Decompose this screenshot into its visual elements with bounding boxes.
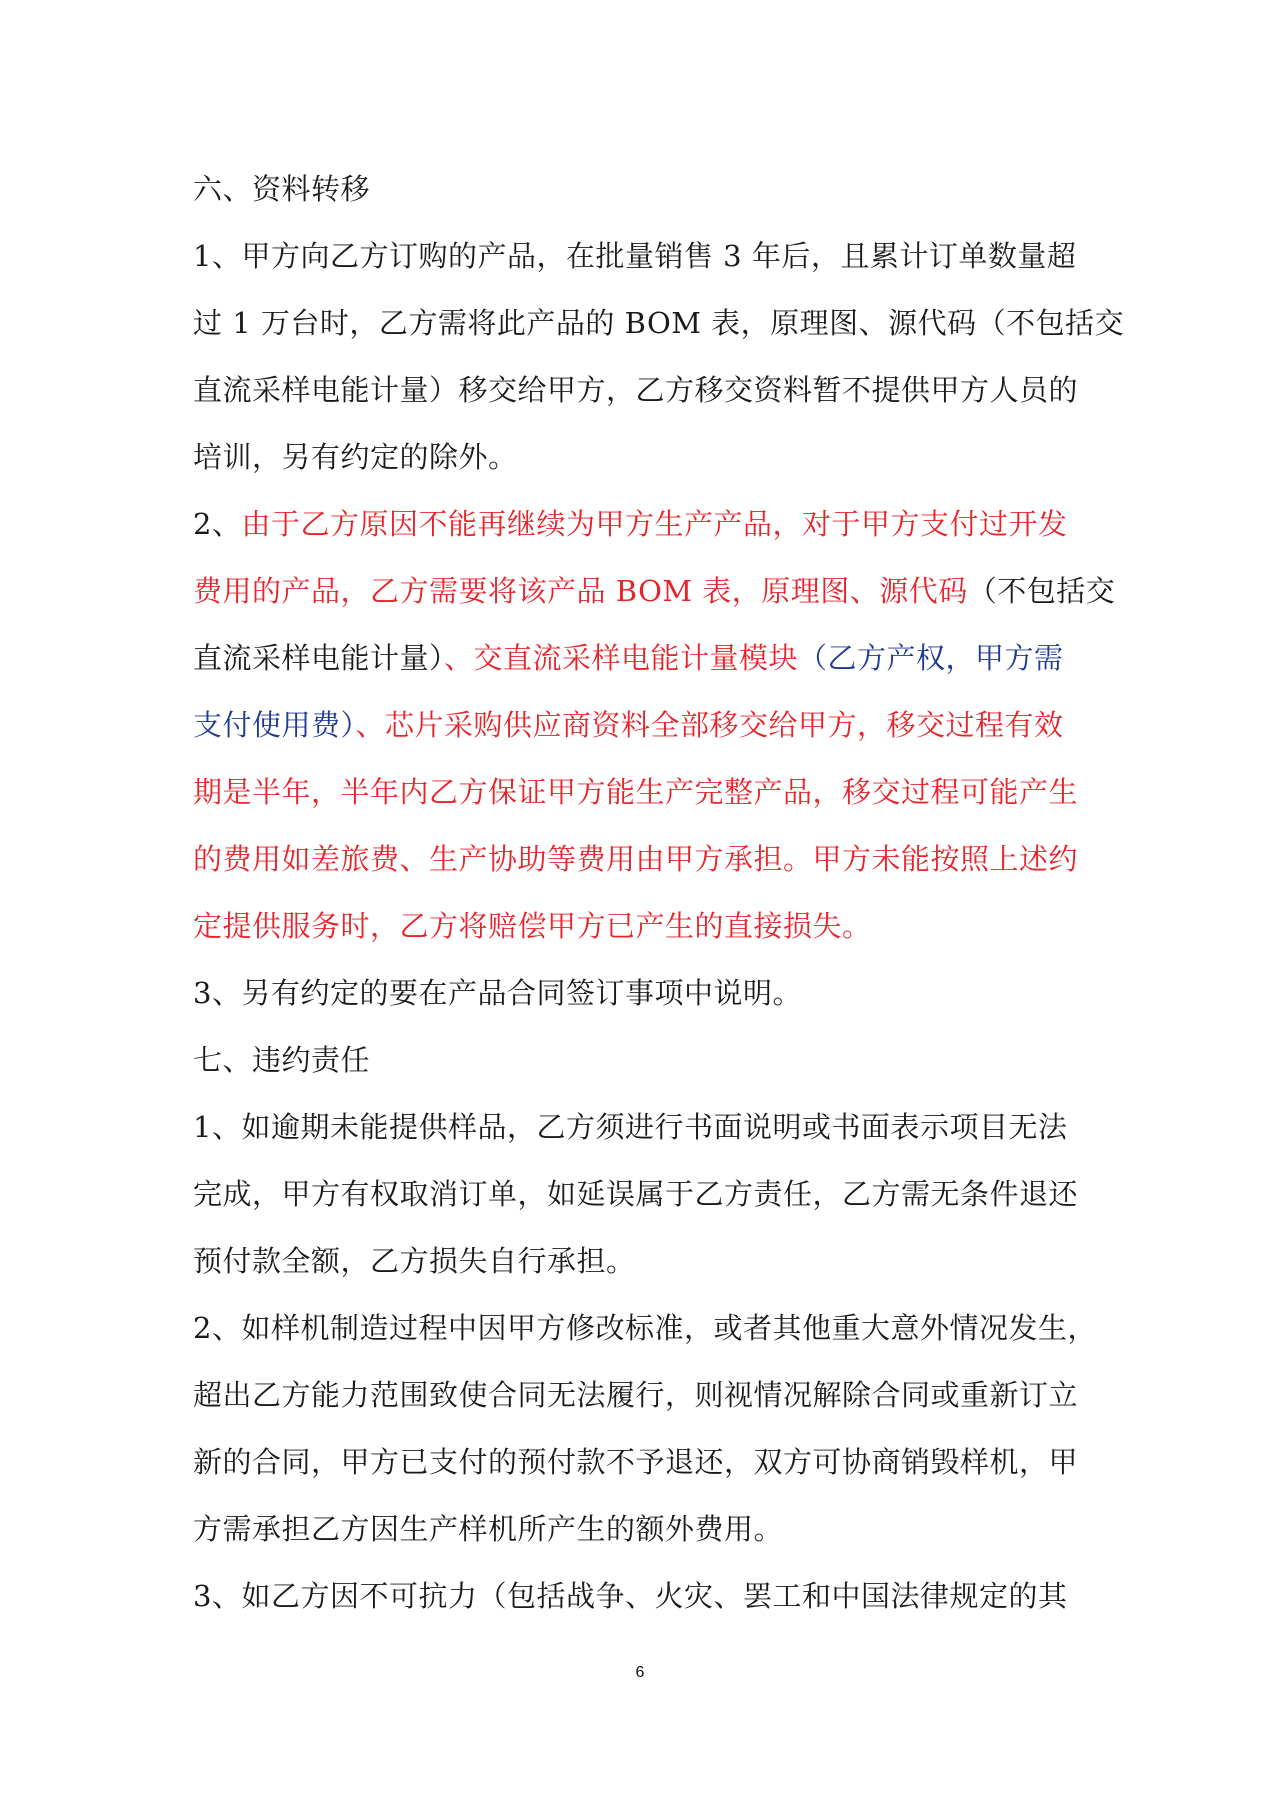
- page-number: 6: [635, 1664, 645, 1681]
- text-line: [193, 1429, 1093, 1496]
- text-line: [193, 625, 1093, 692]
- text-line: [193, 558, 1116, 625]
- text-line: [193, 223, 1093, 290]
- text-segment: 3、如乙方因不可抗力（包括战争、火灾、罢工和中国法律规定的其: [193, 1579, 1068, 1613]
- text-segment: 的费用如差旅费、生产协助等费用由甲方承担。甲方未能按照上述约: [193, 842, 1079, 876]
- text-segment: 2、: [193, 507, 242, 541]
- text-segment: （乙方产权，甲方需: [798, 641, 1064, 675]
- text-line: [193, 156, 1093, 223]
- text-segment: 支付使用费）: [193, 708, 356, 742]
- text-segment: 由于乙方原因不能再继续为甲方生产产品，对于甲方支付过开发: [241, 507, 1068, 541]
- text-segment: 预付款全额，乙方损失自行承担。: [193, 1244, 636, 1278]
- text-segment: 直流采样电能计量）: [193, 641, 445, 675]
- text-segment: 、交直流采样电能计量模块: [444, 641, 799, 675]
- text-line: [193, 1094, 1093, 1161]
- text-line: [193, 1563, 1093, 1630]
- text-line: [193, 759, 1093, 826]
- text-segment: 新的合同，甲方已支付的预付款不予退还，双方可协商销毁样机，甲: [193, 1445, 1079, 1479]
- text-line: [193, 826, 1093, 893]
- text-segment: 六、资料转移: [193, 172, 371, 206]
- text-line: [193, 491, 1093, 558]
- text-segment: 3、另有约定的要在产品合同签订事项中说明。: [193, 976, 802, 1010]
- text-line: [193, 357, 1093, 424]
- text-segment: 2、如样机制造过程中因甲方修改标准，或者其他重大意外情况发生，: [193, 1311, 1097, 1345]
- text-segment: 七、违约责任: [193, 1043, 371, 1077]
- text-segment: 1、甲方向乙方订购的产品，在批量销售 3 年后，且累计订单数量超: [193, 239, 1077, 273]
- text-segment: 、芯片采购供应商资料全部移交给甲方，移交过程有效: [355, 708, 1064, 742]
- text-segment: 定提供服务时，乙方将赔偿甲方已产生的直接损失。: [193, 909, 872, 943]
- text-segment: 超出乙方能力范围致使合同无法履行，则视情况解除合同或重新订立: [193, 1378, 1079, 1412]
- text-line: [193, 1228, 1093, 1295]
- text-line: [193, 1295, 1097, 1362]
- text-line: [193, 893, 1093, 960]
- text-line: [193, 424, 1093, 491]
- text-segment: 1、如逾期未能提供样品，乙方须进行书面说明或书面表示项目无法: [193, 1110, 1068, 1144]
- text-segment: 期是半年，半年内乙方保证甲方能生产完整产品，移交过程可能产生: [193, 775, 1079, 809]
- text-line: [193, 1496, 1093, 1563]
- text-line: [193, 692, 1093, 759]
- text-segment: 培训，另有约定的除外。: [193, 440, 518, 474]
- document-body: [193, 156, 1125, 1630]
- text-segment: 过 1 万台时，乙方需将此产品的 BOM 表，原理图、源代码（不包括交: [193, 306, 1125, 340]
- text-segment: 费用的产品，乙方需要将该产品 BOM 表，原理图、源代码: [193, 574, 968, 608]
- text-segment: （不包括交: [967, 574, 1116, 608]
- text-line: [193, 1161, 1093, 1228]
- text-segment: 完成，甲方有权取消订单，如延误属于乙方责任，乙方需无条件退还: [193, 1177, 1079, 1211]
- text-line: [193, 1362, 1093, 1429]
- text-line: [193, 960, 1093, 1027]
- text-segment: 方需承担乙方因生产样机所产生的额外费用。: [193, 1512, 784, 1546]
- text-segment: 直流采样电能计量）移交给甲方，乙方移交资料暂不提供甲方人员的: [193, 373, 1079, 407]
- text-line: [193, 290, 1125, 357]
- text-line: [193, 1027, 1093, 1094]
